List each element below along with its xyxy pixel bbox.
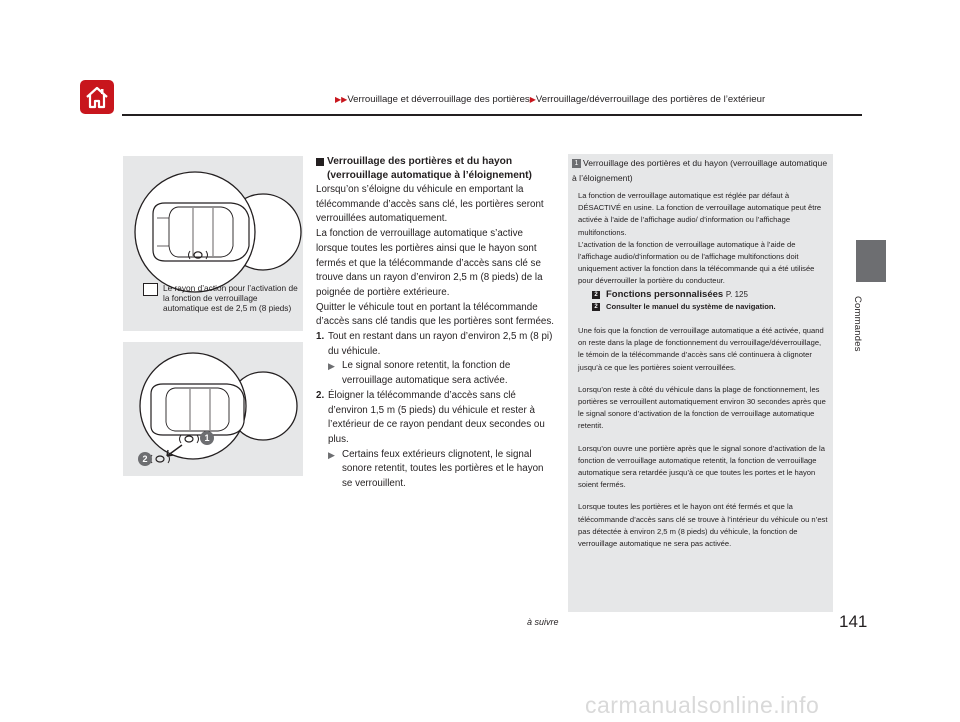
breadcrumb bbox=[335, 94, 765, 105]
intro-paragraph: Lorsqu’on s’éloigne du véhicule en emportant la télécommande d’accès sans clé, les portières seront verrouillées automatiquement. bbox=[316, 184, 544, 225]
section-bullet-icon bbox=[316, 158, 324, 166]
chapter-tab-label: Commandes bbox=[852, 296, 863, 352]
note-body bbox=[578, 190, 828, 560]
breadcrumb-item[interactable]: Verrouillage/déverrouillage des portières de l’extérieur bbox=[535, 94, 766, 105]
chapter-tab[interactable] bbox=[856, 240, 886, 282]
reference-icon: 2 bbox=[592, 291, 600, 299]
reference-link-custom-features[interactable]: 2 Fonctions personnalisées P. 125 bbox=[578, 289, 828, 301]
breadcrumb-arrow-icon: ▶ bbox=[529, 95, 536, 104]
note-paragraph: Une fois que la fonction de verrouillage automatique a été activée, quand on reste dans la plage de fonctionnement du verrouillage/déverrouillage, le témoin de la télécommande d’accès sans clé continuera à clignoter jusqu’à ce que les portières soient verrouillées. bbox=[578, 326, 824, 372]
watermark: carmanualsonline.info bbox=[585, 692, 820, 718]
note-heading: 1 Verrouillage des portières et du hayon (verrouillage automatique à l’éloignement) bbox=[572, 158, 828, 183]
callout-1: 1 bbox=[204, 433, 210, 443]
main-content bbox=[316, 155, 556, 492]
callout-2: 2 bbox=[142, 454, 148, 464]
note-paragraph: Lorsqu’on ouvre une portière après que le signal sonore d’activation de la fonction de verrouillage automatique retentit, la fonction de verrouillage automatique sera retardée jusqu’à ce que toutes les portes et le hayon soient fermés. bbox=[578, 443, 825, 490]
result-arrow-icon: ▶ bbox=[328, 361, 335, 372]
note-paragraph: La fonction de verrouillage automatique est réglée par défaut à DÉSACTIVÉ en usine. La fonction de verrouillage automatique peut être activée à l’aide de l’affichage audio/ d’information ou l’affichage multifonctions. bbox=[578, 191, 822, 237]
breadcrumb-item[interactable]: Verrouillage et déverrouillage des portières bbox=[347, 94, 530, 105]
intro-paragraph: La fonction de verrouillage automatique s’active lorsque toutes les portières ainsi que le hayon sont fermés et que la télécommande d’accès sans clé se trouve dans un rayon d’environ 2,5 m (8 pieds) de la poignée de portière extérieure. bbox=[316, 228, 543, 298]
home-icon[interactable] bbox=[80, 80, 114, 114]
step-1: 1. Tout en restant dans un rayon d’environ 2,5 m (8 pi) du véhicule. bbox=[316, 331, 553, 357]
key-fob-icon bbox=[151, 455, 170, 463]
intro-paragraph: Quitter le véhicule tout en portant la télécommande d’accès sans clé tandis que les portières sont fermées. bbox=[316, 301, 554, 328]
page-number: 141 bbox=[839, 612, 868, 631]
note-icon: 1 bbox=[572, 159, 581, 168]
note-paragraph: L’activation de la fonction de verrouillage automatique à l’aide de l’affichage audio/d’information ou de l’affichage multifonctions doit uniquement activer la fonction dans la télécommande qui a été utilisée pour déverrouiller la portière du conducteur. bbox=[578, 239, 815, 286]
note-paragraph: Lorsque toutes les portières et le hayon ont été fermés et que la télécommande d’accès sans clé se trouve à l’intérieur du véhicule ou n’est pas détectée à environ 2,5 m (8 pieds) du véhicule, la fonction de verrouillage automatique ne sera pas activée. bbox=[578, 502, 828, 549]
continued-label: à suivre bbox=[527, 617, 559, 627]
header-divider bbox=[122, 114, 862, 116]
step-1-result: ▶ Le signal sonore retentit, la fonction de verrouillage automatique sera activée. bbox=[328, 360, 511, 387]
range-legend-swatch bbox=[143, 283, 158, 296]
breadcrumb-arrow-icon: ▶▶ bbox=[335, 95, 348, 104]
step-2-result: ▶ Certains feux extérieurs clignotent, le signal sonore retentit, toutes les portières et le hayon se verrouillent. bbox=[328, 448, 544, 490]
walk-away-illustration bbox=[123, 342, 303, 476]
reference-icon: 2 bbox=[592, 303, 600, 311]
note-paragraph: Lorsqu’on reste à côté du véhicule dans la plage de fonctionnement, les portières se verrouillent automatiquement environ 30 secondes après que le signal sonore d’activation de la fonction de verrouillage automatique retentit. bbox=[578, 384, 826, 431]
car-top-view-icon bbox=[151, 384, 244, 435]
section-title: Verrouillage des portières et du hayon (verrouillage automatique à l’éloignement) bbox=[316, 155, 556, 183]
reference-link-navigation-manual[interactable]: 2 Consulter le manuel du système de navigation. bbox=[578, 301, 828, 313]
figure-legend: Le rayon d’action pour l’activation de la fonction de verrouillage automatique est de 2,5 m (8 pieds) bbox=[163, 283, 298, 313]
step-2: 2. Éloigner la télécommande d’accès sans clé d’environ 1,5 m (5 pieds) du véhicule et rester à l’extérieur de ce rayon pendant deux secondes ou plus. bbox=[316, 389, 545, 445]
result-arrow-icon: ▶ bbox=[328, 449, 335, 460]
